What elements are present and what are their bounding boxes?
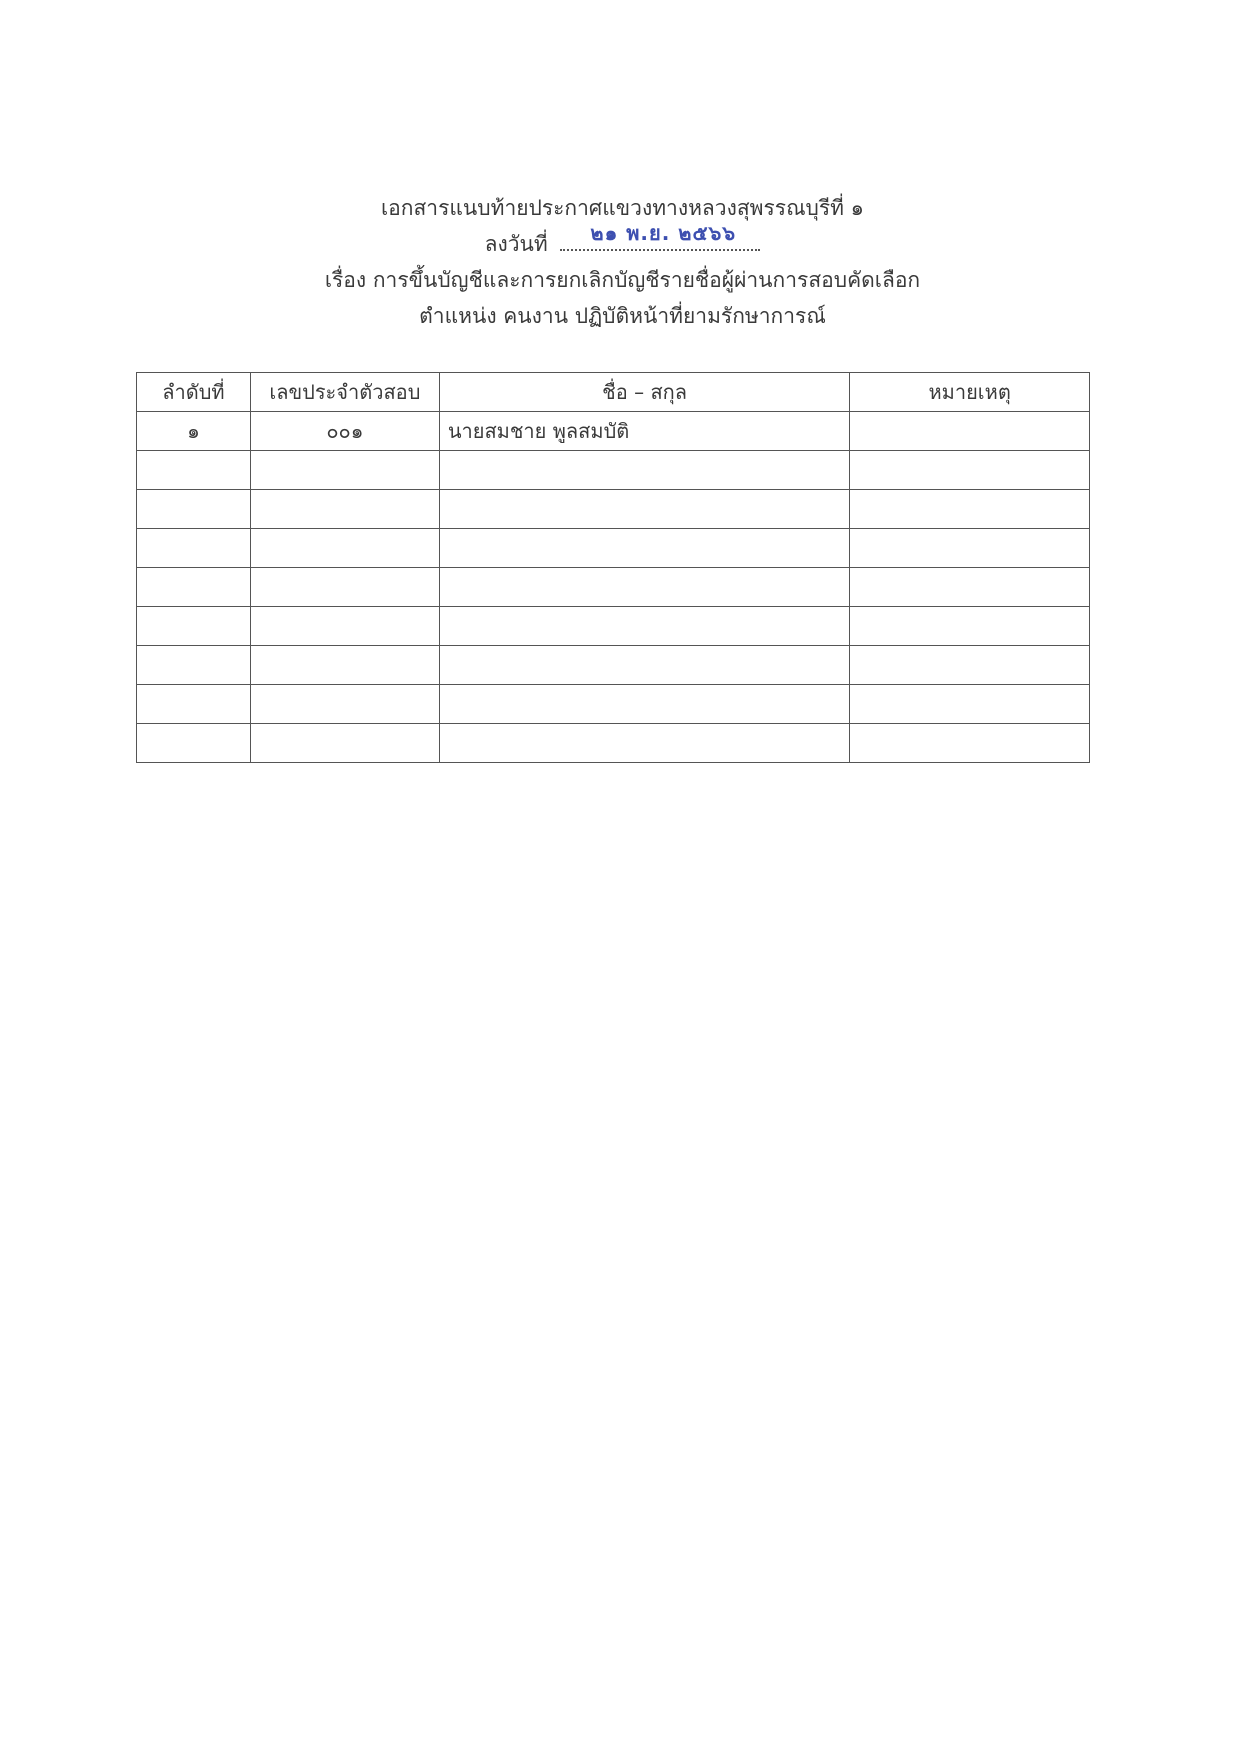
table-row (137, 490, 1090, 529)
cell-remarks (850, 568, 1090, 607)
cell-name (439, 529, 849, 568)
cell-exam-id (250, 490, 439, 529)
cell-name (439, 685, 849, 724)
cell-exam-id (250, 451, 439, 490)
cell-exam-id (250, 685, 439, 724)
cell-order: ๑ (137, 412, 251, 451)
cell-exam-id: ๐๐๑ (250, 412, 439, 451)
cell-remarks (850, 646, 1090, 685)
table-row (137, 724, 1090, 763)
cell-order (137, 646, 251, 685)
cell-name (439, 607, 849, 646)
cell-remarks (850, 685, 1090, 724)
cell-remarks (850, 490, 1090, 529)
date-stamp: ๒๑ พ.ย. ๒๕๖๖ (590, 221, 737, 245)
table-row (137, 607, 1090, 646)
header-subject: เรื่อง การขึ้นบัญชีและการยกเลิกบัญชีรายชื่อผู้ผ่านการสอบคัดเลือก (324, 268, 921, 292)
cell-remarks (850, 607, 1090, 646)
date-field (560, 221, 760, 251)
table-row (137, 646, 1090, 685)
cell-name (439, 724, 849, 763)
cell-remarks (850, 412, 1090, 451)
date-label: ลงวันที่ (484, 232, 548, 256)
cell-exam-id (250, 724, 439, 763)
column-header-remarks: หมายเหตุ (850, 373, 1090, 412)
cell-exam-id (250, 646, 439, 685)
cell-name: นายสมชาย พูลสมบัติ (439, 412, 849, 451)
cell-order (137, 529, 251, 568)
document-header (0, 190, 1245, 334)
cell-name (439, 451, 849, 490)
cell-order (137, 451, 251, 490)
cell-name (439, 646, 849, 685)
column-header-exam-id: เลขประจำตัวสอบ (250, 373, 439, 412)
header-position: ตำแหน่ง คนงาน ปฏิบัติหน้าที่ยามรักษาการณ์ (419, 304, 826, 328)
cell-remarks (850, 529, 1090, 568)
cell-remarks (850, 724, 1090, 763)
table-row (137, 412, 1090, 451)
table-row (137, 451, 1090, 490)
cell-exam-id (250, 568, 439, 607)
cell-exam-id (250, 607, 439, 646)
cell-name (439, 568, 849, 607)
table-row (137, 685, 1090, 724)
cell-remarks (850, 451, 1090, 490)
column-header-name: ชื่อ – สกุล (439, 373, 849, 412)
candidate-table (136, 372, 1090, 763)
table-row (137, 568, 1090, 607)
cell-name (439, 490, 849, 529)
cell-exam-id (250, 529, 439, 568)
table-row (137, 529, 1090, 568)
table-body (137, 412, 1090, 763)
cell-order (137, 607, 251, 646)
table-header-row (137, 373, 1090, 412)
date-line (0, 221, 1245, 262)
cell-order (137, 724, 251, 763)
cell-order (137, 685, 251, 724)
cell-order (137, 568, 251, 607)
column-header-order: ลำดับที่ (137, 373, 251, 412)
header-title: เอกสารแนบท้ายประกาศแขวงทางหลวงสุพรรณบุรีที่ ๑ (380, 196, 865, 220)
cell-order (137, 490, 251, 529)
